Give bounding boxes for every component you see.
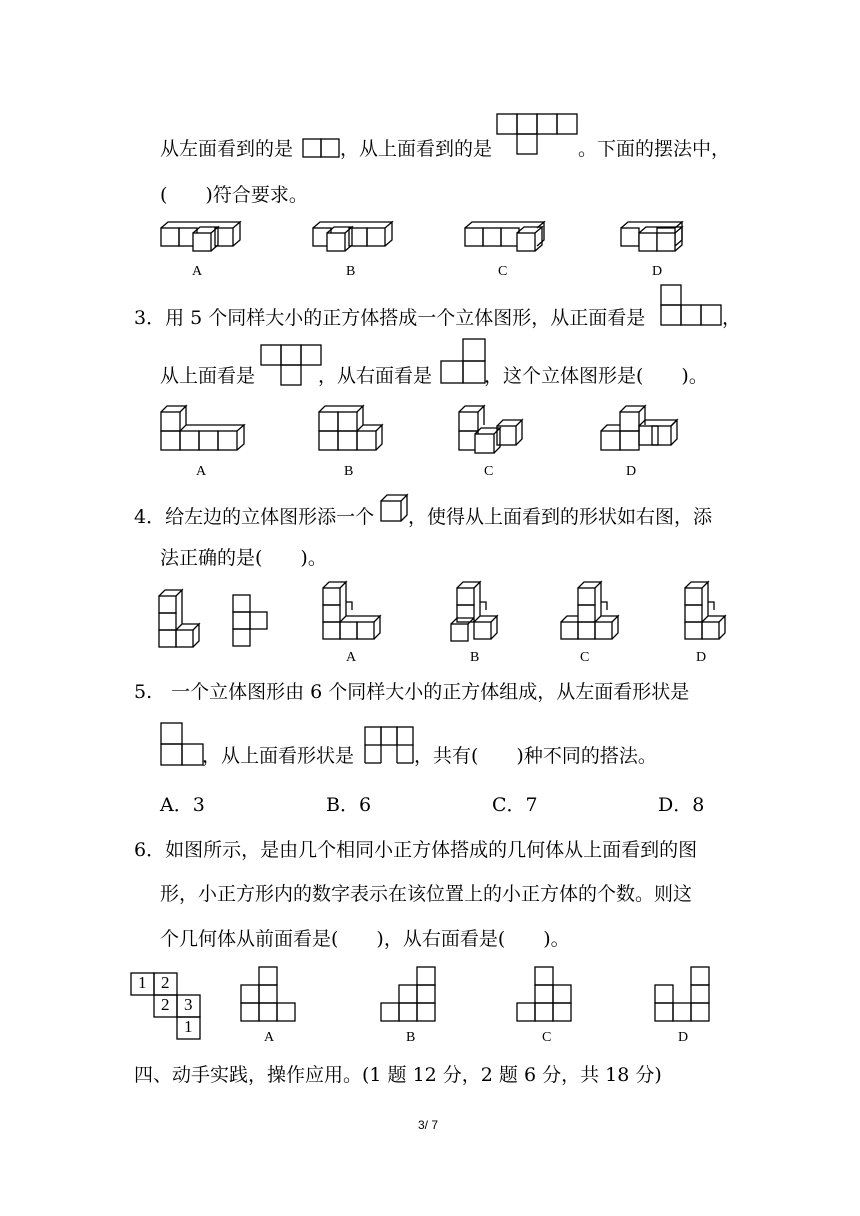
q2-text-a: 从左面看到的是	[160, 138, 294, 160]
q3-option-c-label[interactable]: C	[484, 464, 494, 479]
section-4-heading: 四、动手实践，操作应用。(1 题 12 分，2 题 6 分，共 18 分)	[134, 1064, 662, 1086]
q2-text-c: 。下面的摆法中，	[578, 138, 731, 160]
q2-option-b-label[interactable]: B	[346, 264, 356, 279]
q2-left-view-figure	[302, 138, 342, 158]
q4-option-b-label[interactable]: B	[470, 650, 480, 665]
q2-text-line2: ( )符合要求。	[160, 184, 308, 206]
q3-option-d-figure[interactable]	[600, 404, 676, 452]
q3-text-a: 从上面看是	[160, 365, 256, 387]
q5-text-line1: 5. 一个立体图形由 6 个同样大小的正方体组成，从左面看形状是	[134, 681, 690, 703]
q6-grid-cell: 2	[161, 995, 170, 1014]
q4-option-a-label[interactable]: A	[346, 650, 357, 665]
q3-right-view-figure	[440, 338, 486, 384]
q6-grid-cell: 1	[138, 973, 147, 992]
q4-option-b-figure[interactable]	[450, 580, 500, 642]
q3-front-view-figure	[660, 284, 722, 326]
q4-option-c-label[interactable]: C	[580, 650, 590, 665]
q5-choice-c[interactable]: C．7	[492, 794, 538, 816]
q5-text-a: ，从上面看形状是	[202, 745, 355, 767]
q3-top-view-figure	[260, 344, 322, 386]
q3-option-a-figure[interactable]	[160, 404, 246, 452]
q2-text-b: ，从上面看到的是	[340, 138, 493, 160]
q2-option-c-figure[interactable]	[464, 220, 554, 256]
q3-option-d-label[interactable]: D	[626, 464, 637, 479]
q2-option-b-figure[interactable]	[312, 220, 402, 256]
q6-text-line1: 6．如图所示，是由几个相同小正方体搭成的几何体从上面看到的图	[134, 839, 698, 861]
q4-cube-icon	[380, 494, 410, 524]
q3-text-line1: 3．用 5 个同样大小的正方体搭成一个立体图形，从正面看是	[134, 307, 646, 329]
q6-option-d-label[interactable]: D	[678, 1030, 689, 1045]
q6-grid-cell: 3	[184, 995, 193, 1014]
q4-option-d-figure[interactable]	[684, 580, 730, 642]
q5-text-b: ，共有( )种不同的搭法。	[414, 745, 657, 767]
q2-option-d-figure[interactable]	[620, 220, 710, 256]
q5-choice-d[interactable]: D．8	[658, 794, 705, 816]
q3-option-b-label[interactable]: B	[344, 464, 354, 479]
q4-option-d-label[interactable]: D	[696, 650, 707, 665]
q4-left-solid-figure	[158, 588, 202, 648]
q5-top-view-figure	[364, 726, 416, 766]
q6-option-b-figure[interactable]	[380, 966, 440, 1026]
q6-option-a-label[interactable]: A	[264, 1030, 275, 1045]
q6-option-a-figure[interactable]	[240, 966, 300, 1026]
q4-option-a-figure[interactable]	[322, 580, 384, 642]
q6-grid-cell: 1	[184, 1017, 193, 1036]
q5-left-view-figure	[160, 722, 206, 766]
q3-text-line1-end: ，	[722, 307, 742, 329]
q6-text-line3: 个几何体从前面看是( )，从右面看是( )。	[160, 928, 570, 950]
q6-numbered-grid	[130, 972, 206, 1042]
q6-option-d-figure[interactable]	[654, 966, 714, 1026]
q4-top-view-figure	[232, 594, 272, 648]
q3-text-b: ，从右面看是	[318, 365, 433, 387]
q6-option-c-figure[interactable]	[516, 966, 576, 1026]
q4-text-line2: 法正确的是( )。	[160, 547, 327, 569]
q6-text-line2: 形，小正方形内的数字表示在该位置上的小正方体的个数。则这	[160, 883, 693, 905]
q5-choice-b[interactable]: B．6	[326, 794, 372, 816]
q3-text-c: ，这个立体图形是( )。	[484, 365, 708, 387]
q6-option-c-label[interactable]: C	[542, 1030, 552, 1045]
q6-option-b-label[interactable]: B	[406, 1030, 416, 1045]
q2-option-c-label[interactable]: C	[498, 264, 508, 279]
q4-text-a: 4．给左边的立体图形添一个	[134, 506, 375, 528]
q3-option-a-label[interactable]: A	[196, 464, 207, 479]
q4-option-c-figure[interactable]	[560, 580, 622, 642]
q2-top-view-figure	[496, 113, 582, 157]
q6-grid-cell: 2	[161, 973, 170, 992]
q3-option-c-figure[interactable]	[458, 404, 524, 456]
q2-option-a-figure[interactable]	[160, 220, 250, 256]
q2-option-d-label[interactable]: D	[652, 264, 663, 279]
q3-option-b-figure[interactable]	[318, 404, 384, 452]
q2-option-a-label[interactable]: A	[192, 264, 203, 279]
page-number: 3/ 7	[418, 1118, 439, 1132]
q4-text-b: ，使得从上面看到的形状如右图，添	[408, 506, 713, 528]
q5-choice-a[interactable]: A．3	[160, 794, 205, 816]
